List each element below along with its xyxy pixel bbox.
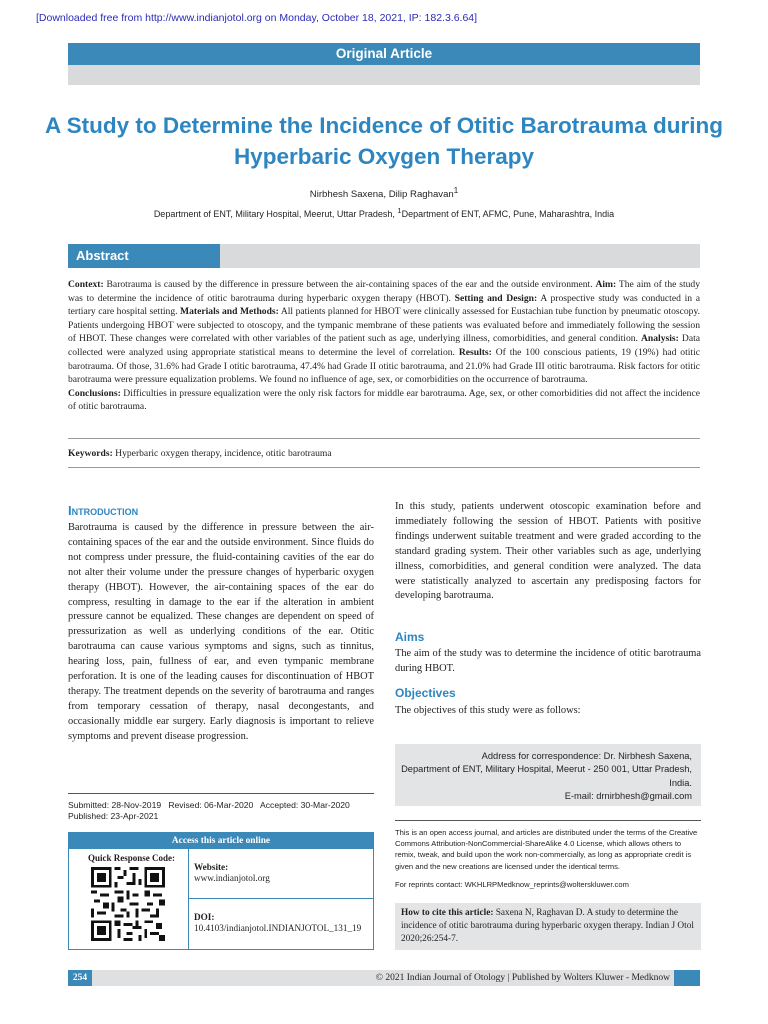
context-text: Barotrauma is caused by the difference in pressure between the air-containing spaces of the ear and the outside environment. [103,279,596,290]
qr-label: Quick Response Code: [88,853,176,863]
results-text: Of the 100 conscious patients, 19 (19%) had otitic barotrauma. Of those, 31.6% had Grade I otitic barotrauma, 47.4% had Grade II otitic barotrauma, and 21.0% had Grade III otitic barotrauma. Risk factors for otitic barotrauma were pressure equalization problems. We found no influence of age, sex, or comorbidities on the occurrence of barotrauma. [68,346,700,386]
affiliation-1: Department of ENT, Military Hospital, Meerut, Uttar Pradesh, [153,209,398,219]
article-type-banner: Original Article [68,43,700,65]
abstract-body [68,278,700,414]
methods-label: Materials and Methods: [180,306,279,318]
footer-bar [68,970,700,986]
author-sup: 1 [453,186,459,195]
reprints-contact: For reprints contact: WKHLRPMedknow_reprints@wolterskluwer.com [395,880,629,889]
setting-text: A prospective study was conducted in a tertiary care hospital setting. [68,292,700,318]
doi-cell [189,899,373,949]
correspondence-line-1: Address for correspondence: Dr. Nirbhesh Saxena, [481,751,692,761]
keywords [68,448,700,459]
dates-line-2: Published: 23-Apr-2021 [68,811,159,821]
correspondence-line-3: India. [669,777,692,788]
conclusions-text: Difficulties in pressure equalization were the only risk factors for middle ear barotrauma. Age, sex, or other comorbidities did not affect the incidence of otitic barotrauma. [68,387,700,413]
authors [40,186,728,200]
right-column-intro: In this study, patients underwent otoscopic examination before and immediately following the session of HBOT. Patients with positive findings underwent suitable treatment and were graded according to the standard grading system. Their other variables such as age, underlying illness, comorbidities, and general condition were analyzed. The data were statistically analyzed to ascertain any predisposing factors for developing barotrauma. [395,501,701,602]
footer-end-block [674,970,700,986]
doi-link[interactable]: 10.4103/indianjotol.INDIANJOTOL_131_19 [194,923,362,933]
introduction-body: Barotrauma is caused by the difference in pressure between the air-containing spaces of the ear and the outside environment. Since fluids do not compress under pressure, the fluid-containing cavities of the ear do not alter their volume under the pressure changes of hyperbaric oxygen therapy (HBOT). However, the air-containing spaces of the ear do compress, resulting in damage to the ear if the alteration in ambient pressure cannot be equalized. These changes are dependent on speed of pressurization as well as underlying conditions of the ear. Otitic barotrauma can cause various symptoms and signs, such as tinnitus, hearing loss, pain, fullness of ear, and even tympanic membrane perforation. It is one of the leading causes for discontinuation of HBOT therapy. The treatment depends on the severity of barotrauma and ranges from temporary cessation of therapy, nasal decongestants, and occasionally middle ear surgery. Early diagnosis is important to relieve symptoms and prevent disease progression. [68,522,374,742]
objectives-heading: Objectives [395,686,456,700]
conclusions-label: Conclusions: [68,387,121,399]
setting-label: Setting and Design: [454,292,538,304]
citation-label: How to cite this article: [401,908,494,918]
aim-label: Aim: [595,279,617,290]
keywords-top-rule [68,438,700,439]
context-label: Context: [68,279,104,290]
doi-label: DOI: [194,912,215,922]
citation-box [395,903,701,950]
qr-code-icon[interactable] [91,867,165,941]
keywords-text: Hyperbaric oxygen therapy, incidence, otitic barotrauma [112,448,332,459]
article-dates [68,800,374,822]
analysis-label: Analysis: [641,333,679,345]
dates-line-1: Submitted: 28-Nov-2019 Revised: 06-Mar-2020 Accepted: 30-Mar-2020 [68,800,350,810]
footer-copyright: © 2021 Indian Journal of Otology | Published by Wolters Kluwer - Medknow [375,973,670,983]
open-access-rule [395,820,701,821]
aims-heading: Aims [395,630,425,644]
methods-text: All patients planned for HBOT were clinically assessed for Eustachian tube function by pneumatic otoscopy. Patients undergoing HBOT were subjected to otoscopy, and the tympanic membrane of these patients was evaluated before and immediately following the session of HBOT. These changes were correlated with other variables of the patient such as age, underlying illness, comorbidities, and general condition. [68,306,701,345]
author-names: Nirbhesh Saxena, Dilip Raghavan [309,189,454,201]
dates-rule [68,793,374,794]
keywords-bottom-rule [68,467,700,468]
correspondence-box [395,744,701,806]
page-number: 254 [68,970,92,986]
abstract-header-band [68,244,700,268]
affiliation-2: Department of ENT, AFMC, Pune, Maharashtra, India [401,209,615,219]
access-article-box [68,832,374,950]
qr-cell [69,849,189,949]
website-cell [189,849,373,899]
introduction-heading: Introduction [68,503,139,518]
results-label: Results: [458,346,492,358]
affiliation-sup: 1 [397,206,402,215]
analysis-text: Data collected were analyzed using appropriate statistical means to determine the level of correlation. [68,333,701,358]
access-heading: Access this article online [69,833,373,849]
header-divider-band [68,65,700,85]
correspondence-email[interactable]: E-mail: drnirbhesh@gmail.com [564,791,692,802]
correspondence-line-2: Department of ENT, Military Hospital, Meerut - 250 001, Uttar Pradesh, [401,764,692,775]
download-notice: [Downloaded free from http://www.indianjotol.org on Monday, October 18, 2021, IP: 182.3.6.64] [36,12,478,24]
aims-body: The aim of the study was to determine the incidence of otitic barotrauma during HBOT. [395,648,701,674]
keywords-label: Keywords: [68,448,113,459]
citation-text: Saxena N, Raghavan D. A study to determine the incidence of otitic barotrauma during hyperbaric oxygen therapy. Indian J Otol 2020;26:254-7. [401,908,694,945]
open-access-notice: This is an open access journal, and articles are distributed under the terms of the Creative Commons Attribution-NonCommercial-ShareAlike 4.0 License, which allows others to remix, tweak, and build upon the work non-commercially, as long as appropriate credit is given and the new creations are licensed under the identical terms. [395,828,698,871]
objectives-body: The objectives of this study were as follows: [395,705,581,716]
abstract-heading: Abstract [68,244,220,268]
aim-text: The aim of the study was to determine the incidence of otitic barotrauma during hyperbaric oxygen therapy (HBOT). [68,279,701,304]
website-link[interactable]: www.indianjotol.org [194,873,270,883]
affiliations [40,206,728,219]
article-title: A Study to Determine the Incidence of Otitic Barotrauma during Hyperbaric Oxygen Therapy [45,113,723,169]
website-label: Website: [194,862,229,872]
